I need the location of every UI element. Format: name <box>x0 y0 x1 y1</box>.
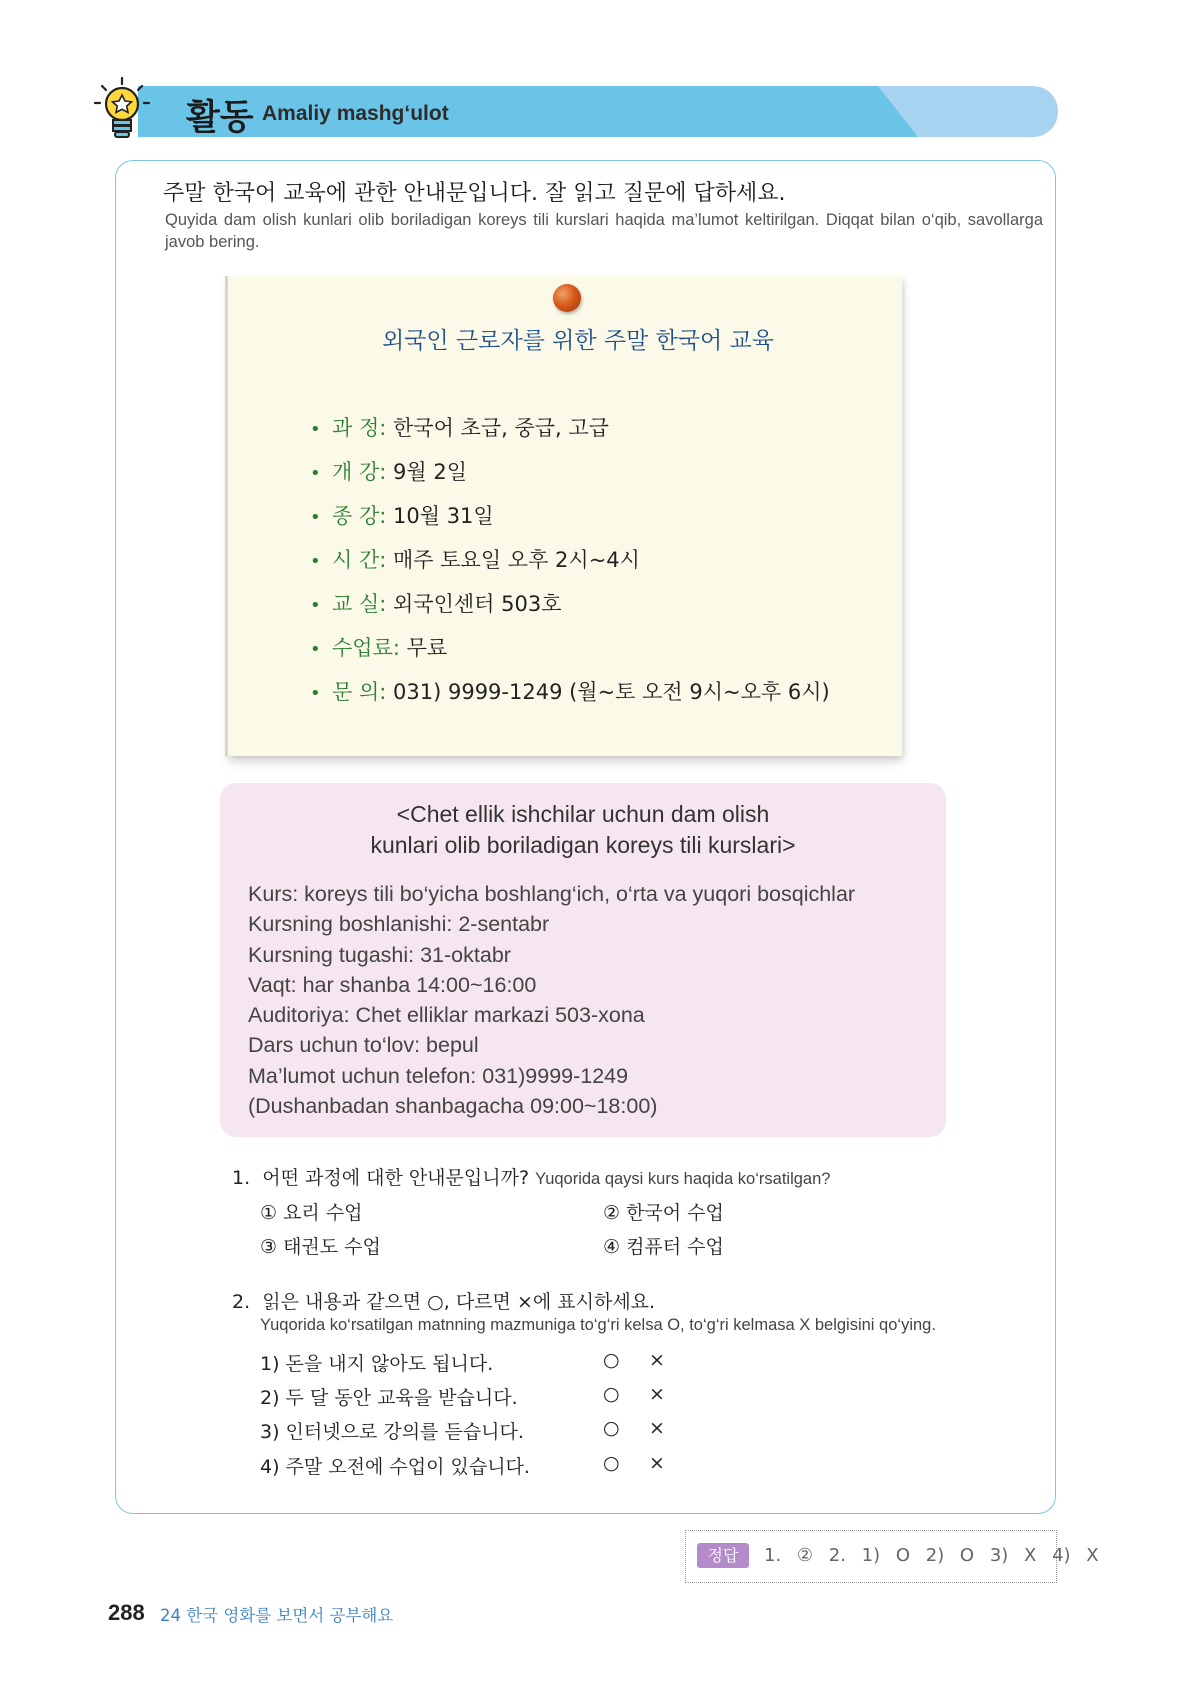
option-4[interactable]: ④ 컴퓨터 수업 <box>603 1236 724 1258</box>
translation-title-line: <Chet ellik ishchilar uchun dam olish <box>396 801 770 827</box>
translation-line: Auditoriya: Chet elliklar markazi 503-xona <box>248 1003 645 1028</box>
bullet-icon: • <box>310 551 321 572</box>
instruction-uzbek: Quyida dam olish kunlari olib boriladigan koreys tili kurslari haqida ma’lumot keltirilgan. Diqqat bilan o‘qib, savollarga javob bering. <box>165 211 1043 251</box>
notice-item-value: 외국인센터 503호 <box>393 592 562 616</box>
x-mark[interactable]: × <box>649 1383 665 1405</box>
pushpin-icon <box>553 284 581 312</box>
statement-3: 3) 인터넷으로 강의를 듣습니다. <box>260 1421 524 1443</box>
question-uzbek: Yuqorida qaysi kurs haqida ko‘rsatilgan? <box>535 1170 831 1188</box>
lightbulb-icon <box>92 76 152 142</box>
notice-item <box>310 412 830 456</box>
bullet-icon: • <box>310 507 321 528</box>
question-1 <box>232 1163 830 1190</box>
question-korean: 어떤 과정에 대한 안내문입니까? <box>262 1167 530 1189</box>
o-mark[interactable]: ○ <box>603 1452 620 1474</box>
answer-text: 1. ② 2. 1) O 2) O 3) X 4) X <box>764 1545 1099 1566</box>
option-2[interactable]: ② 한국어 수업 <box>603 1202 724 1224</box>
notice-list <box>310 412 830 720</box>
translation-line: Kursning boshlanishi: 2-sentabr <box>248 912 550 937</box>
option-1[interactable]: ① 요리 수업 <box>260 1202 363 1224</box>
translation-line: Ma’lumot uchun telefon: 031)9999-1249 <box>248 1063 629 1088</box>
notice-item-label: 수업료: <box>332 636 400 660</box>
question-2 <box>232 1287 655 1314</box>
notice-item <box>310 588 830 632</box>
notice-item-value: 한국어 초급, 중급, 고급 <box>393 416 609 440</box>
translation-line: Kursning tugashi: 31-oktabr <box>248 942 511 967</box>
translation-line: (Dushanbadan shanbagacha 09:00~18:00) <box>248 1094 658 1119</box>
notice-item-value: 031) 9999-1249 (월~토 오전 9시~오후 6시) <box>393 680 830 704</box>
translation-title-line: kunlari olib boriladigan koreys tili kurslari> <box>370 832 796 858</box>
answer-badge: 정답 <box>697 1543 749 1568</box>
o-mark[interactable]: ○ <box>603 1417 620 1439</box>
notice-item <box>310 544 830 588</box>
chapter-title: 24 한국 영화를 보면서 공부해요 <box>160 1606 394 1625</box>
bullet-icon: • <box>310 595 321 616</box>
notice-item-value: 매주 토요일 오후 2시~4시 <box>393 548 640 572</box>
question-number: 1. <box>232 1167 251 1189</box>
question-2-uzbek: Yuqorida ko‘rsatilgan matnning mazmuniga to‘g‘ri kelsa O, to‘g‘ri kelmasa X belgisini qo‘ying. <box>260 1316 936 1334</box>
statement-2: 2) 두 달 동안 교육을 받습니다. <box>260 1387 518 1409</box>
notice-item-label: 개 강: <box>332 460 387 484</box>
statement-4: 4) 주말 오전에 수업이 있습니다. <box>260 1456 530 1478</box>
notice-item <box>310 500 830 544</box>
notice-item <box>310 676 830 720</box>
x-mark[interactable]: × <box>649 1417 665 1439</box>
notice-item-label: 교 실: <box>332 592 387 616</box>
bullet-icon: • <box>310 683 321 704</box>
bullet-icon: • <box>310 463 321 484</box>
notice-item-label: 종 강: <box>332 504 387 528</box>
notice-item-label: 과 정: <box>332 416 387 440</box>
notice-item-value: 10월 31일 <box>393 504 494 528</box>
activity-title: 활동 <box>186 98 254 138</box>
instruction-korean: 주말 한국어 교육에 관한 안내문입니다. 잘 읽고 질문에 답하세요. <box>163 181 786 206</box>
option-3[interactable]: ③ 태권도 수업 <box>260 1236 381 1258</box>
translation-line: Dars uchun to‘lov: bepul <box>248 1033 479 1058</box>
translation-line: Kurs: koreys tili bo‘yicha boshlang‘ich, o‘rta va yuqori bosqichlar <box>248 882 856 906</box>
x-mark[interactable]: × <box>649 1349 665 1371</box>
notice-item <box>310 456 830 500</box>
notice-title: 외국인 근로자를 위한 주말 한국어 교육 <box>381 328 775 354</box>
page-number: 288 <box>108 1600 145 1625</box>
x-mark[interactable]: × <box>649 1452 665 1474</box>
o-mark[interactable]: ○ <box>603 1383 620 1405</box>
activity-subtitle: Amaliy mashg‘ulot <box>262 102 449 125</box>
notice-item-value: 9월 2일 <box>393 460 467 484</box>
statement-1: 1) 돈을 내지 않아도 됩니다. <box>260 1353 494 1375</box>
bullet-icon: • <box>310 639 321 660</box>
notice-item-value: 무료 <box>406 636 448 660</box>
notice-item <box>310 632 830 676</box>
notice-item-label: 문 의: <box>332 680 387 704</box>
translation-list <box>248 879 855 1121</box>
translation-line: Vaqt: har shanba 14:00~16:00 <box>248 972 537 997</box>
o-mark[interactable]: ○ <box>603 1349 620 1371</box>
question-korean: 읽은 내용과 같으면 ○, 다르면 ×에 표시하세요. <box>262 1291 656 1313</box>
notice-item-label: 시 간: <box>332 548 387 572</box>
question-number: 2. <box>232 1291 251 1313</box>
translation-title <box>220 799 946 861</box>
bullet-icon: • <box>310 419 321 440</box>
